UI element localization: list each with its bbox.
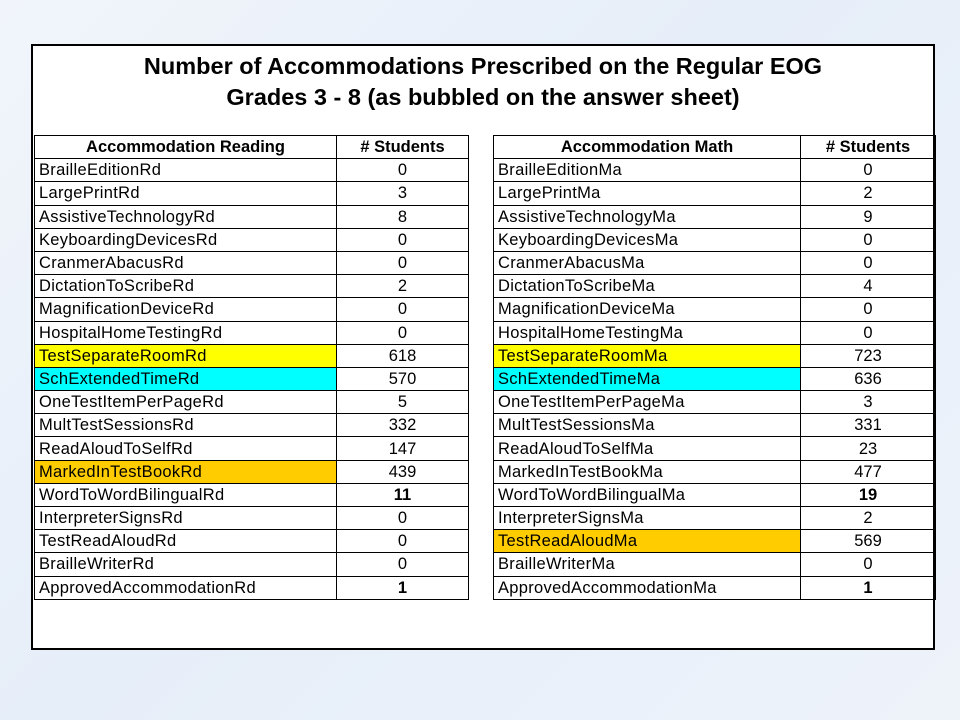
- math-student-count: 723: [801, 344, 936, 367]
- math-student-count: 4: [801, 275, 936, 298]
- math-accommodation-name: MarkedInTestBookMa: [494, 460, 801, 483]
- reading-student-count: 0: [337, 159, 469, 182]
- reading-student-count: 570: [337, 367, 469, 390]
- math-table-row: [494, 367, 936, 390]
- math-table-row: [494, 437, 936, 460]
- math-student-count: 1: [801, 576, 936, 599]
- math-student-count: 0: [801, 159, 936, 182]
- math-table-row: [494, 576, 936, 599]
- reading-student-count: 0: [337, 321, 469, 344]
- reading-student-count: 0: [337, 298, 469, 321]
- reading-student-count: 3: [337, 182, 469, 205]
- math-accommodation-name: SchExtendedTimeMa: [494, 367, 801, 390]
- math-table-row: [494, 205, 936, 228]
- math-student-count: 3: [801, 391, 936, 414]
- math-table-row: [494, 414, 936, 437]
- math-table-row: [494, 275, 936, 298]
- math-accommodation-name: WordToWordBilingualMa: [494, 483, 801, 506]
- math-header-count: # Students: [801, 136, 936, 159]
- math-student-count: 2: [801, 507, 936, 530]
- math-table-row: [494, 182, 936, 205]
- math-table-body: [494, 159, 936, 600]
- math-student-count: 9: [801, 205, 936, 228]
- reading-header-name: Accommodation Reading: [35, 136, 337, 159]
- reading-table-body: [35, 159, 469, 600]
- reading-table-row: [35, 507, 469, 530]
- reading-table-row: [35, 367, 469, 390]
- math-table-row: [494, 251, 936, 274]
- math-student-count: 2: [801, 182, 936, 205]
- math-accommodation-name: ReadAloudToSelfMa: [494, 437, 801, 460]
- math-header-row: [494, 136, 936, 159]
- reading-student-count: 0: [337, 228, 469, 251]
- math-accommodation-name: InterpreterSignsMa: [494, 507, 801, 530]
- math-table-row: [494, 391, 936, 414]
- reading-accommodation-name: AssistiveTechnologyRd: [35, 205, 337, 228]
- reading-table-row: [35, 205, 469, 228]
- reading-table-row: [35, 251, 469, 274]
- math-student-count: 636: [801, 367, 936, 390]
- math-table-row: [494, 507, 936, 530]
- reading-accommodation-name: WordToWordBilingualRd: [35, 483, 337, 506]
- math-header-name: Accommodation Math: [494, 136, 801, 159]
- math-accommodation-name: HospitalHomeTestingMa: [494, 321, 801, 344]
- math-accommodation-name: KeyboardingDevicesMa: [494, 228, 801, 251]
- reading-accommodation-name: TestSeparateRoomRd: [35, 344, 337, 367]
- reading-table-row: [35, 460, 469, 483]
- reading-table-row: [35, 321, 469, 344]
- reading-student-count: 332: [337, 414, 469, 437]
- math-accommodation-name: MultTestSessionsMa: [494, 414, 801, 437]
- math-table-row: [494, 159, 936, 182]
- reading-header-row: [35, 136, 469, 159]
- math-table-row: [494, 530, 936, 553]
- reading-student-count: 2: [337, 275, 469, 298]
- reading-accommodation-name: CranmerAbacusRd: [35, 251, 337, 274]
- math-accommodation-name: BrailleEditionMa: [494, 159, 801, 182]
- math-table-row: [494, 460, 936, 483]
- math-student-count: 0: [801, 298, 936, 321]
- reading-table-row: [35, 159, 469, 182]
- reading-accommodation-name: OneTestItemPerPageRd: [35, 391, 337, 414]
- math-accommodation-name: AssistiveTechnologyMa: [494, 205, 801, 228]
- math-accommodation-name: MagnificationDeviceMa: [494, 298, 801, 321]
- math-accommodation-name: ApprovedAccommodationMa: [494, 576, 801, 599]
- reading-student-count: 8: [337, 205, 469, 228]
- math-accommodation-name: BrailleWriterMa: [494, 553, 801, 576]
- math-accommodation-name: DictationToScribeMa: [494, 275, 801, 298]
- math-student-count: 569: [801, 530, 936, 553]
- reading-student-count: 0: [337, 251, 469, 274]
- slide-title: [33, 51, 933, 113]
- reading-table-row: [35, 228, 469, 251]
- reading-accommodation-name: ApprovedAccommodationRd: [35, 576, 337, 599]
- reading-accommodation-name: MarkedInTestBookRd: [35, 460, 337, 483]
- reading-table-row: [35, 483, 469, 506]
- math-student-count: 19: [801, 483, 936, 506]
- math-student-count: 23: [801, 437, 936, 460]
- reading-table-row: [35, 298, 469, 321]
- reading-accommodation-name: KeyboardingDevicesRd: [35, 228, 337, 251]
- math-table-row: [494, 321, 936, 344]
- reading-header-count: # Students: [337, 136, 469, 159]
- reading-table: [34, 135, 469, 600]
- reading-accommodation-name: TestReadAloudRd: [35, 530, 337, 553]
- math-accommodation-name: LargePrintMa: [494, 182, 801, 205]
- math-student-count: 0: [801, 251, 936, 274]
- reading-student-count: 0: [337, 530, 469, 553]
- math-student-count: 0: [801, 321, 936, 344]
- reading-student-count: 11: [337, 483, 469, 506]
- reading-table-row: [35, 437, 469, 460]
- reading-student-count: 1: [337, 576, 469, 599]
- math-student-count: 331: [801, 414, 936, 437]
- math-student-count: 477: [801, 460, 936, 483]
- reading-accommodation-name: DictationToScribeRd: [35, 275, 337, 298]
- math-accommodation-name: CranmerAbacusMa: [494, 251, 801, 274]
- math-student-count: 0: [801, 228, 936, 251]
- reading-table-row: [35, 553, 469, 576]
- reading-accommodation-name: MagnificationDeviceRd: [35, 298, 337, 321]
- math-student-count: 0: [801, 553, 936, 576]
- reading-accommodation-name: SchExtendedTimeRd: [35, 367, 337, 390]
- reading-student-count: 147: [337, 437, 469, 460]
- math-accommodation-name: OneTestItemPerPageMa: [494, 391, 801, 414]
- math-accommodation-name: TestSeparateRoomMa: [494, 344, 801, 367]
- title-line-1: Number of Accommodations Prescribed on the Regular EOG: [143, 53, 823, 79]
- reading-table-row: [35, 530, 469, 553]
- math-accommodation-name: TestReadAloudMa: [494, 530, 801, 553]
- math-table-row: [494, 298, 936, 321]
- reading-accommodation-name: ReadAloudToSelfRd: [35, 437, 337, 460]
- math-table-row: [494, 483, 936, 506]
- reading-student-count: 0: [337, 507, 469, 530]
- math-table-row: [494, 553, 936, 576]
- reading-table-row: [35, 576, 469, 599]
- reading-accommodation-name: LargePrintRd: [35, 182, 337, 205]
- reading-accommodation-name: InterpreterSignsRd: [35, 507, 337, 530]
- title-line-2: Grades 3 - 8 (as bubbled on the answer sheet): [226, 84, 740, 110]
- reading-table-row: [35, 275, 469, 298]
- reading-student-count: 5: [337, 391, 469, 414]
- reading-table-row: [35, 391, 469, 414]
- reading-student-count: 439: [337, 460, 469, 483]
- reading-student-count: 618: [337, 344, 469, 367]
- slide-panel: [31, 44, 935, 650]
- reading-table-row: [35, 344, 469, 367]
- math-table: [493, 135, 936, 600]
- math-table-row: [494, 344, 936, 367]
- reading-table-row: [35, 414, 469, 437]
- reading-accommodation-name: BrailleWriterRd: [35, 553, 337, 576]
- reading-accommodation-name: HospitalHomeTestingRd: [35, 321, 337, 344]
- reading-accommodation-name: BrailleEditionRd: [35, 159, 337, 182]
- reading-accommodation-name: MultTestSessionsRd: [35, 414, 337, 437]
- math-table-row: [494, 228, 936, 251]
- reading-table-row: [35, 182, 469, 205]
- reading-student-count: 0: [337, 553, 469, 576]
